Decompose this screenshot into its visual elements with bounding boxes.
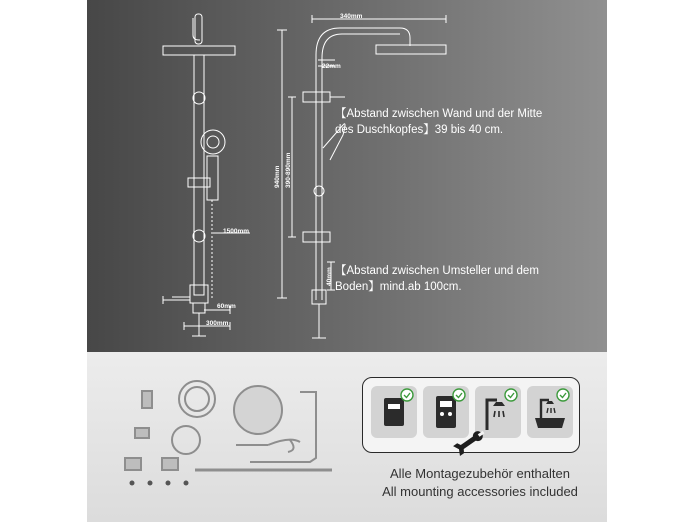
diverter-floor-line1: 【Abstand zwischen Umsteller und dem	[335, 265, 539, 277]
dim-slide-range: 390-890mm	[285, 152, 292, 188]
dim-bottom-width: 300mm	[206, 320, 229, 327]
dim-arm-width: 340mm	[340, 13, 363, 20]
accessories-caption-de: Alle Montagezubehör enthalten	[390, 466, 570, 481]
accessories-caption-en: All mounting accessories included	[382, 484, 578, 499]
dim-hose-length: 1500mm	[223, 228, 250, 235]
dim-head-gap: 22mm	[322, 63, 341, 70]
wall-distance-line1: 【Abstand zwischen Wand und der Mitte	[335, 108, 543, 120]
dim-total-height: 940mm	[274, 165, 281, 188]
dim-diverter-height: 40mm	[326, 267, 333, 286]
diverter-floor-line2: Boden】mind.ab 100cm.	[335, 281, 462, 293]
wall-distance-line2: des Duschkopfes】39 bis 40 cm.	[335, 124, 504, 136]
dim-mixer-offset: 60mm	[217, 303, 236, 310]
